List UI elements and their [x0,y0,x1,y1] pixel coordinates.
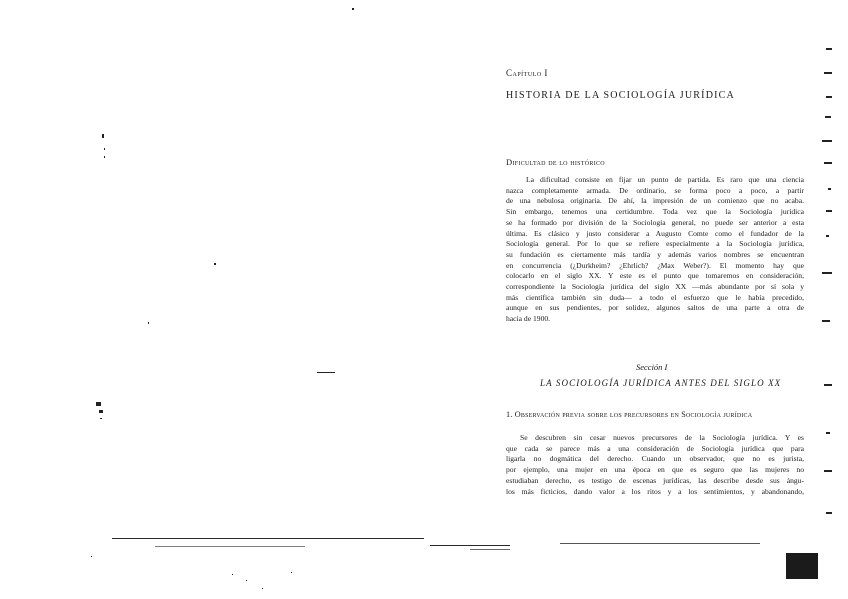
text-line: por ejemplo, una mujer en una época en que es seguro que las mujeres no [506,465,804,475]
scan-rule [470,549,510,550]
scan-rule [155,546,305,547]
scan-speck [102,134,104,138]
scan-speck [262,588,263,589]
text-line: estudiaban derecho, es testigo de escenas jurídicas, las describe desde sus ángu- [506,475,804,485]
scan-speck [100,418,102,419]
edge-mark [826,512,832,514]
scan-speck [104,156,105,158]
text-line: correspondiente la Sociología jurídica del siglo XX —más abundante por sí sola y [506,282,804,292]
chapter-title: HISTORIA DE LA SOCIOLOGÍA JURÍDICA [506,90,735,101]
text-line: ligarla no dogmática del derecho. Cuando un observador, que no es jurista, [506,454,804,464]
scan-speck [232,574,233,575]
edge-mark [822,140,832,142]
text-line: aunque en sus pendientes, por solidez, algunos saltos de una parte a otra de [506,303,804,313]
scan-speck [148,322,149,324]
scan-speck [246,580,247,581]
scan-speck [99,410,103,413]
intro-heading: Dificultad de lo histórico [506,157,605,167]
edge-mark [825,116,831,118]
scan-speck [91,556,92,557]
text-line: Sin embargo, tenemos una certidumbre. Toda vez que la Sociología jurídica [506,207,804,217]
edge-mark [826,48,832,50]
scan-speck [352,8,354,10]
edge-mark [826,432,830,434]
footer-stamp [786,553,818,579]
text-line: La dificultad consiste en fijar un punto de partida. Es raro que una ciencia [526,175,804,184]
edge-mark [824,162,832,164]
text-line: hacia de 1900. [506,314,551,324]
text-line: los más ficticios, dando valor a los ritos y a los sentimientos, y abandonando, [506,486,804,496]
scan-speck [291,572,292,573]
chapter-label: Capítulo I [506,68,548,78]
edge-mark [824,470,832,472]
scan-speck [96,402,101,406]
section-title: LA SOCIOLOGÍA JURÍDICA ANTES DEL SIGLO XX [540,378,782,388]
scan-rule [112,538,424,539]
text-line: en concurrencia (¿Durkheim? ¿Ehrlich? ¿Max Weber?). El momento hay que [506,260,804,270]
text-line: última. Es clásico y justo considerar a Augusto Comte como el fundador de la [506,228,804,238]
edge-mark [828,188,831,190]
edge-mark [826,210,832,212]
edge-mark [822,272,832,274]
text-line: Sociología general. Por lo que se refiere especialmente a la Sociología jurídica, [506,239,804,249]
text-line: de una nebulosa originaria. De ahí, la impresión de un comienzo que no acaba. [506,196,804,206]
edge-mark [826,235,829,237]
scan-rule [560,543,760,544]
scan-rule [430,545,510,546]
edge-mark [826,96,832,98]
subsection-paragraph [506,433,804,497]
text-line: colocarlo en el siglo XX. Y este es el punto que tomaremos en consideración, [506,271,804,281]
scan-speck [317,372,335,373]
scan-speck [104,148,105,150]
section-label: Sección I [636,362,668,372]
edge-mark [822,320,830,322]
text-line: que cada se parece más a una consideración de Sociología jurídica que para [506,443,804,453]
edge-mark [824,384,832,386]
text-line: más científica también sin duda— a todo el esfuerzo que le había precedido, [506,292,804,302]
text-line: nazca completamente armada. De ordinario, se forma poco a poco, a partir [506,185,804,195]
intro-paragraph [506,175,804,325]
text-line: se ha formado por división de la Sociología general, no puede ser anterior a esta [506,217,804,227]
edge-mark [824,72,832,74]
subsection-heading: 1. Observación previa sobre los precursores en Sociología jurídica [506,410,753,419]
scan-speck [214,263,216,265]
text-line: Se descubren sin cesar nuevos precursores de la Sociología jurídica. Y es [520,433,804,442]
text-line: su fundación es ciertamente más tardía y además varios nombres se encuentran [506,249,804,259]
